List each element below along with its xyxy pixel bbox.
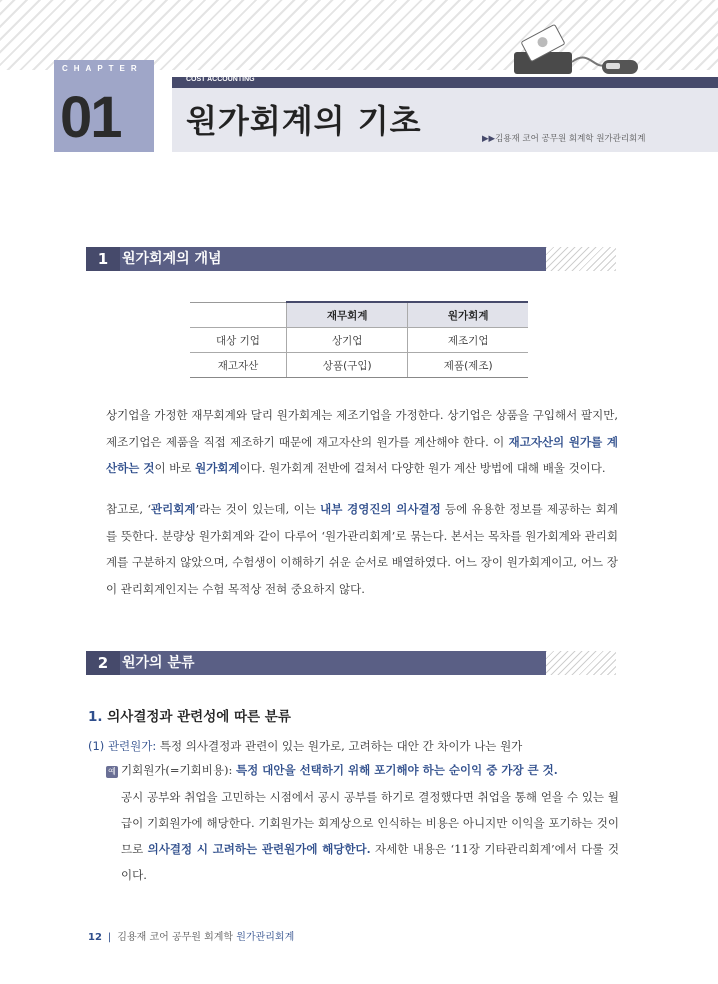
text-run: 이 바로: [154, 461, 196, 475]
footer-separator: |: [107, 932, 112, 943]
paragraph-2: [106, 496, 618, 602]
example-definition: [121, 762, 558, 778]
wallet-illustration-icon: [510, 18, 650, 78]
table-cell: 상품(구입): [287, 353, 408, 378]
table-header-row: [190, 302, 528, 328]
subtitle-arrows: ▶▶: [482, 134, 496, 144]
section-header-1: [86, 247, 616, 271]
chapter-number: 01: [60, 85, 121, 150]
footer-book: 김용재 코어 공무원 회계학: [117, 932, 237, 943]
footer-book-emphasis: 원가관리회계: [236, 932, 295, 943]
item-tag: (1) 관련원가:: [88, 739, 157, 753]
page-subtitle: [482, 132, 645, 144]
paragraph-1: [106, 402, 618, 482]
table-header-cell: [190, 302, 287, 328]
text-run: 상기업을 가정한 재무회계와 달리 원가회계는 제조기업을 가정한다. 상기업은 상품을 구입해서 팔지만, 제조기업은 제품을 직접 제조하기 때문에 재고자산의 원가를 계산해야 한다. 이: [106, 408, 618, 449]
text-run: 등에 유용한 정보를 제공하는 회계를 뜻한다. 분량상 원가회계와 같이 다루어 ‘원가관리회계’로 묶는다. 본서는 목차를 원가회계와 관리회계를 구분하지 않았으며, 수험생이 이해하기 쉬운 순서로 배열하였다. 어느 장이 원가회계이고, 어느 장이 관리회계인지는 수험 목적상 전혀 중요하지 않다.: [106, 502, 618, 596]
section-hatch: [546, 651, 616, 675]
subtitle-text: 김용재 코어 공무원 회계학 원가관리회계: [495, 134, 646, 144]
section-number: 2: [86, 651, 120, 675]
page-footer: [88, 928, 294, 943]
example-body: [121, 784, 619, 888]
table-cell: 제품(제조): [408, 353, 528, 378]
section-header-2: [86, 651, 616, 675]
page-title: 원가회계의 기초: [186, 102, 422, 140]
example-badge: 예: [106, 766, 118, 778]
section-tag: COST ACCOUNTING: [186, 76, 255, 83]
table-cell: 제조기업: [408, 328, 528, 353]
emphasis-text: 내부 경영진의 의사결정: [320, 502, 441, 516]
section-label: 원가회계의 개념: [122, 251, 222, 267]
table-row: [190, 353, 528, 378]
section-number: 1: [86, 247, 120, 271]
section-hatch: [546, 247, 616, 271]
text-run: 공시 공부와 취업을 고민하는 시점에서 공시 공부를 하기로 결정했다면 취업을 통해 얻을 수 있는 월급이 기회원가에 해당한다. 기회원가는 회계상으로 인식하는 비용은 아니지만 이익을 포기하는 것이므로: [121, 790, 619, 856]
table-header-cell: 재무회계: [287, 302, 408, 328]
comparison-table: [190, 301, 528, 378]
page-number: 12: [88, 932, 102, 943]
table-cell: 재고자산: [190, 353, 287, 378]
text-run: 참고로, ‘: [106, 502, 151, 516]
table-cell: 상기업: [287, 328, 408, 353]
text-run: ’라는 것이 있는데, 이는: [195, 502, 321, 516]
subheading-text: 의사결정과 관련성에 따른 분류: [107, 709, 291, 725]
emphasis-text: 관리회계: [151, 502, 196, 516]
section-label: 원가의 분류: [122, 655, 195, 671]
emphasis-text: 의사결정 시 고려하는 관련원가에 해당한다.: [147, 842, 371, 856]
text-run: 기회원가(=기회비용):: [121, 763, 237, 777]
chapter-label: CHAPTER: [62, 64, 143, 73]
emphasis-text: 특정 대안을 선택하기 위해 포기해야 하는 순이익 중 가장 큰 것.: [236, 763, 558, 777]
text-run: 이다. 원가회계 전반에 걸쳐서 다양한 원가 계산 방법에 대해 배울 것이다.: [239, 461, 606, 475]
emphasis-text: 원가회계: [195, 461, 240, 475]
subheading: [88, 705, 291, 725]
subheading-number: 1.: [88, 709, 103, 725]
table-header-cell: 원가회계: [408, 302, 528, 328]
item-relevant-cost: [88, 738, 522, 754]
table-row: [190, 328, 528, 353]
emphasis-text: 재고자산의 원가를 계산하는 것: [106, 434, 618, 475]
text-run: 자세한 내용은 ‘11장 기타관리회계’에서 다룰 것이다.: [121, 842, 620, 882]
item-text: 특정 의사결정과 관련이 있는 원가로, 고려하는 대안 간 차이가 나는 원가: [156, 739, 523, 753]
table-cell: 대상 기업: [190, 328, 287, 353]
